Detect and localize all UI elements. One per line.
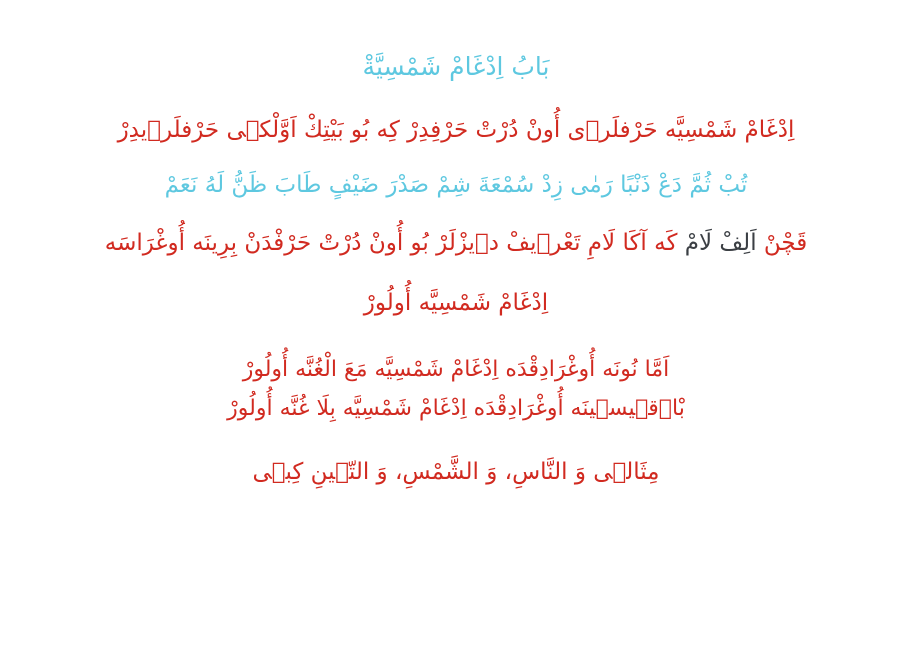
text-line	[22, 225, 890, 263]
text-segment: حَرْفِدِرْ كِه بُو بَيْتِكْ اَوَّلْكٖى حَرْفلَرٖيدِرْ	[117, 116, 476, 143]
text-line: اَمَّا نُونَه أُوغْرَادِقْدَه اِدْغَامْ شَمْسِيَّه مَعَ الْغُنَّه أُولُورْ	[242, 357, 670, 383]
text-line: اِدْغَامْ شَمْسِيَّه أُولُورْ	[363, 290, 549, 317]
text-segment-highlight: أُونْ دُرْتْ	[475, 116, 561, 143]
text-segment: كَه آكَا لَامِ تَعْرٖيفْ دٖيزْلَرْ بُو أُونْ دُرْتْ حَرْفْدَنْ بِرِينَه أُوغْرَاسَه	[104, 230, 685, 257]
text-line: مِثَالٖى وَ النَّاسِ، وَ الشَّمْسِ، وَ التّٖينِ كِبٖى	[252, 459, 660, 486]
text-segment: اِدْغَامْ شَمْسِيَّه حَرْفلَرٖى	[560, 116, 795, 143]
paragraph-definition	[22, 112, 890, 150]
paragraph-mnemonic-verse	[22, 167, 890, 205]
paragraph-examples	[22, 454, 890, 492]
text-line: تُبْ ثُمَّ دَعْ ذَنْبًا رَمٰى زِدْ سُمْعَةَ شِمْ صَدْرَ ضَيْفٍ طَابَ ظَنُّ لَهُ نَعَمْ	[164, 172, 748, 199]
text-segment: قَچْنْ	[756, 230, 808, 257]
paragraph-conclusion	[22, 285, 890, 323]
text-segment-alif-lam: اَلِفْ لَامْ	[684, 230, 757, 257]
text-line: بْاٖقٖيسٖينَه أُوغْرَادِقْدَه اِدْغَامْ شَمْسِيَّه بِلَا غُنَّه أُولُورْ	[227, 395, 685, 421]
page-title: بَابُ اِدْغَامْ شَمْسِيَّةْ	[362, 52, 550, 81]
paragraph-details	[22, 351, 890, 428]
text-line	[22, 112, 890, 150]
paragraph-rule-line	[22, 225, 890, 263]
